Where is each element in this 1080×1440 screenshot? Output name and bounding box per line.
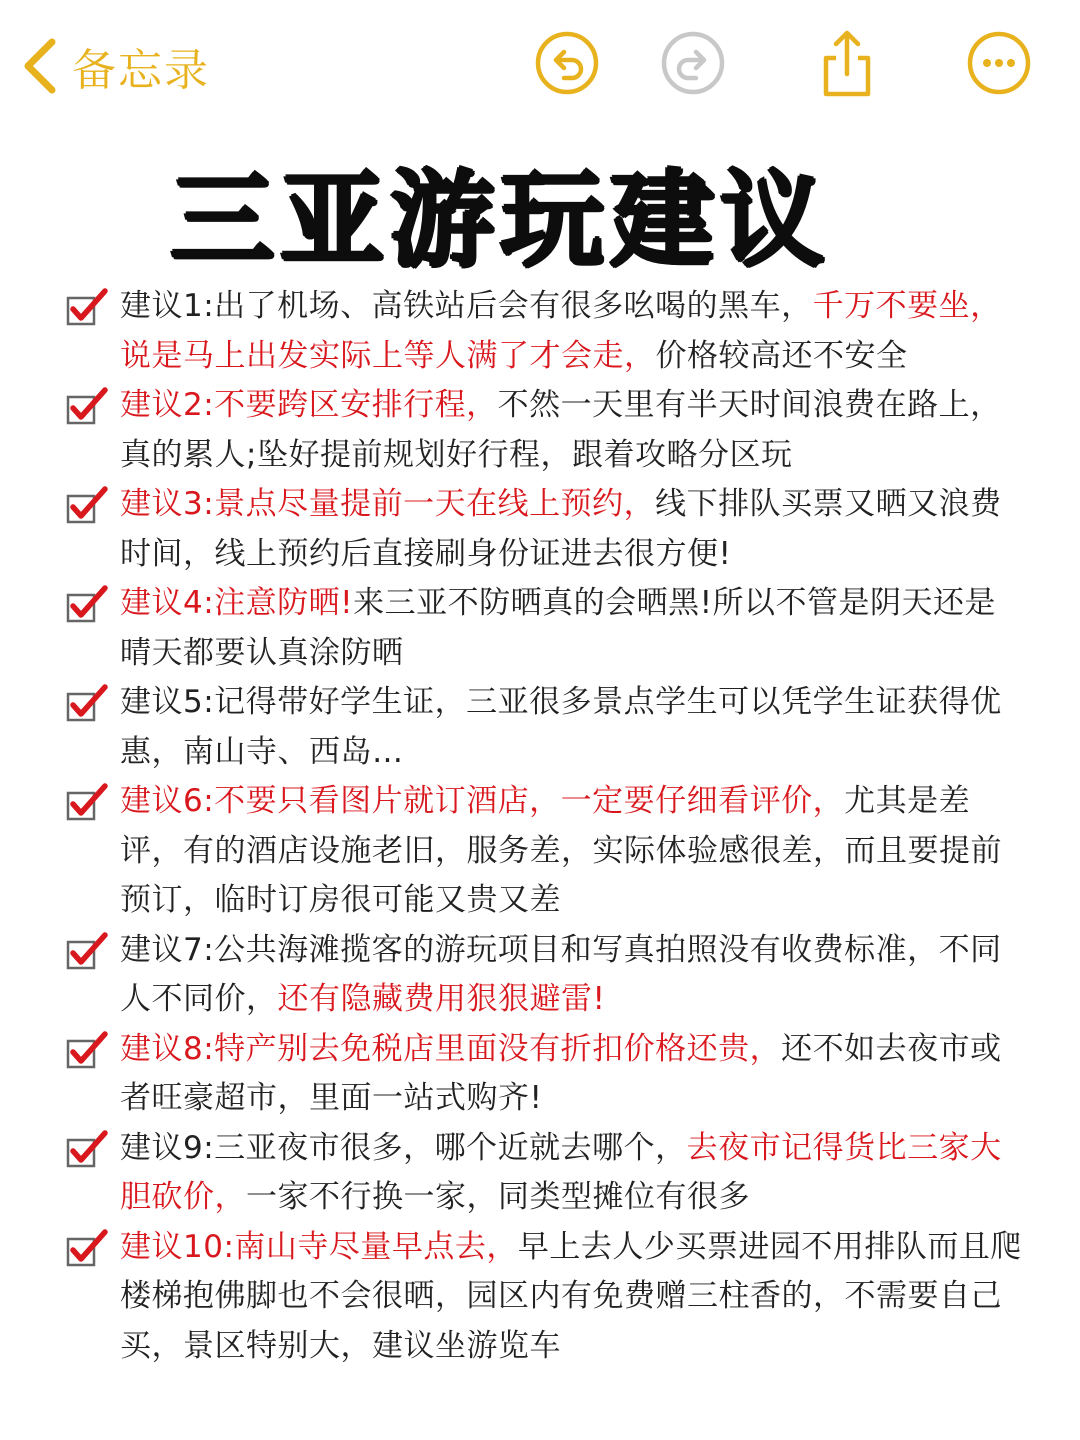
tip-text: 还不如去夜市或者旺豪超市，里面一站式购齐! [120,1030,1002,1116]
checkbox-checked-icon [66,486,108,526]
tip-highlight: 还有隐藏费用狠狠避雷! [277,981,606,1017]
undo-icon [534,30,600,96]
undo-button[interactable] [534,30,600,96]
tip-highlight: 不要跨区安排行程， [214,387,498,423]
checkbox-checked-icon [66,1229,108,1269]
tip-highlight: 去夜市记得货比三家大胆砍价， [120,1129,1002,1215]
tip-text: 价格较高还不安全 [655,337,908,374]
back-label: 备忘录 [72,45,210,96]
checkbox-checked-icon [66,585,108,625]
tip-number: 建议3: [120,486,215,522]
tip-number: 建议6: [120,783,215,819]
tip-item [66,1223,1026,1372]
tip-number: 建议10: [120,1228,235,1265]
redo-icon [660,30,726,96]
tip-number: 建议9: [120,1129,215,1166]
checkbox-checked-icon [66,288,108,328]
more-button[interactable] [966,30,1032,96]
tip-item [66,480,1026,579]
tip-number: 建议8: [120,1030,215,1067]
tip-text: 来三亚不防晒真的会晒黑!所以不管是阴天还是晴天都要认真涂防晒 [120,585,997,671]
tip-item [66,1025,1026,1124]
tip-text: 出了机场、高铁站后会有很多吆喝的黑车， [214,288,813,324]
tip-text: 三亚夜市很多，哪个近就去哪个， [214,1129,687,1166]
tip-text: 早上去人少买票进园不用排队而且爬楼梯抱佛脚也不会很晒，园区内有免费赠三柱香的，不需要自己买，景区特别大，建议坐游览车 [120,1228,1022,1364]
tip-text: 不然一天里有半天时间浪费在路上，真的累人;坠好提前规划好行程，跟着攻略分区玩 [120,387,1002,473]
tip-text: 记得带好学生证，三亚很多景点学生可以凭学生证获得优惠，南山寺、西岛… [120,684,1002,770]
more-icon [966,30,1032,96]
tip-number: 建议4: [120,585,215,621]
chevron-left-icon [22,38,58,94]
tip-item [66,1124,1026,1223]
tip-highlight: 注意防晒! [214,585,354,621]
tip-highlight: 景点尽量提前一天在线上预约， [214,486,656,522]
tip-item [66,381,1026,480]
tip-text: 一家不行换一家，同类型摊位有很多 [246,1179,750,1215]
share-icon [814,30,880,100]
tip-item [66,579,1026,678]
tip-number: 建议7: [120,931,215,968]
tip-number: 建议2: [120,387,215,423]
checkbox-checked-icon [66,684,108,724]
page-title: 三亚游玩建议 [169,159,830,281]
tip-text: 公共海滩揽客的游玩项目和写真拍照没有收费标准，不同人不同价， [120,931,1002,1017]
checkbox-checked-icon [66,783,108,823]
tip-number: 建议1: [120,288,215,324]
tip-number: 建议5: [120,684,215,720]
checkbox-checked-icon [66,932,108,972]
checkbox-checked-icon [66,1031,108,1071]
tips-list [66,282,1026,1371]
tip-highlight: 千万不要坐，说是马上出发实际上等人满了才会走， [120,288,1002,374]
share-button[interactable] [814,30,880,96]
tip-text: 线下排队买票又晒又浪费时间，线上预约后直接刷身份证进去很方便! [120,486,1002,572]
tip-item [66,777,1026,926]
redo-button[interactable] [660,30,726,96]
tip-highlight: 特产别去免税店里面没有折扣价格还贵， [214,1030,782,1067]
checkbox-checked-icon [66,387,108,427]
checkbox-checked-icon [66,1130,108,1170]
tip-text: 尤其是差评，有的酒店设施老旧，服务差，实际体验感很差，而且要提前预订，临时订房很可能又贵又差 [120,783,1002,918]
tip-item [66,678,1026,777]
tip-highlight: 南山寺尽量早点去， [234,1228,518,1265]
tip-item [66,282,1026,381]
tip-highlight: 不要只看图片就订酒店，一定要仔细看评价， [214,783,845,819]
tip-item [66,926,1026,1025]
back-button[interactable] [22,34,210,98]
navigation-bar [0,0,1080,130]
